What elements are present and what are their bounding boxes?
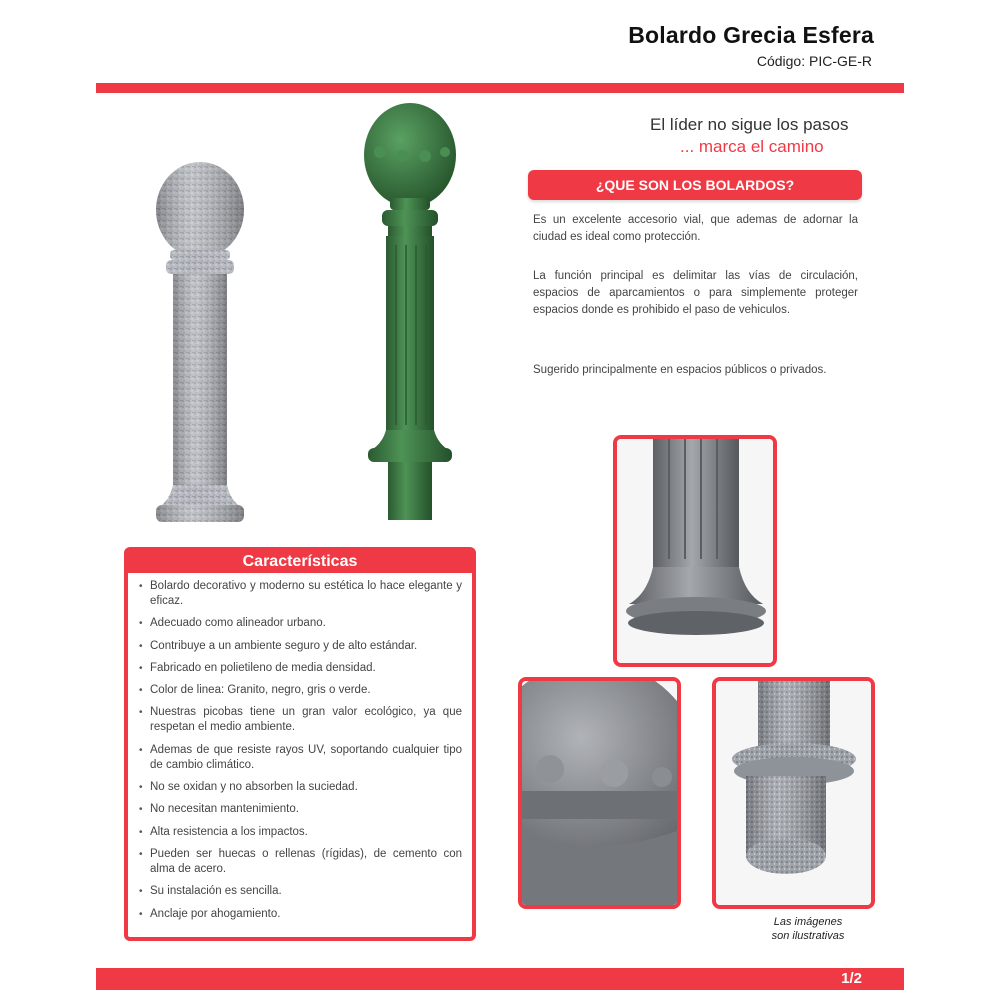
features-heading: Características	[128, 551, 472, 573]
footer-bar	[96, 968, 904, 990]
feature-item: • Bolardo decorativo y moderno su estética lo hace elegante y eficaz.	[136, 579, 462, 609]
note-line-2: son ilustrativas	[771, 930, 845, 942]
features-list	[136, 579, 462, 929]
note-line-1: Las imágenes	[773, 916, 843, 928]
about-paragraph-2: La función principal es delimitar las vías de circulación, espacios de aparcamientos o para simplemente proteger espacios donde es prohibido el paso de vehiculos.	[533, 270, 858, 316]
feature-item: • Adecuado como alineador urbano.	[136, 616, 462, 631]
about-paragraph-1: Es un excelente accesorio vial, que ademas de adornar la ciudad es ideal como protección.	[533, 214, 858, 243]
bollard-sphere-detail-image	[522, 681, 677, 905]
feature-item: • Alta resistencia a los impactos.	[136, 825, 462, 840]
detail-image-base-frame	[613, 435, 777, 667]
page-title: Bolardo Grecia Esfera	[628, 22, 874, 48]
slogan-line-2: ... marca el camino	[680, 137, 824, 156]
feature-item: • Su instalación es sencilla.	[136, 884, 462, 899]
feature-item: • Pueden ser huecas o rellenas (rígidas), de cemento con alma de acero.	[136, 847, 462, 877]
feature-item: • No necesitan mantenimiento.	[136, 802, 462, 817]
about-paragraph-3: Sugerido principalmente en espacios públicos o privados.	[533, 364, 827, 376]
about-heading: ¿QUE SON LOS BOLARDOS?	[528, 170, 862, 200]
features-box	[124, 547, 476, 941]
slogan-line-1: El líder no sigue los pasos	[650, 115, 849, 134]
feature-item: • Color de linea: Granito, negro, gris o verde.	[136, 683, 462, 698]
page-number: 1/2	[841, 970, 862, 987]
feature-item: • Ademas de que resiste rayos UV, soportando cualquier tipo de cambio climático.	[136, 743, 462, 773]
detail-image-granite-frame	[712, 677, 875, 909]
product-code: Código: PIC-GE-R	[756, 53, 872, 69]
illustrative-note	[748, 915, 868, 943]
feature-item: • Anclaje por ahogamiento.	[136, 907, 462, 922]
header-divider	[96, 83, 904, 93]
granite-bollard-image	[156, 162, 244, 522]
feature-item: • Nuestras picobas tiene un gran valor ecológico, ya que respetan el medio ambiente.	[136, 705, 462, 735]
detail-image-sphere-frame	[518, 677, 681, 909]
bollard-granite-detail-image	[716, 681, 871, 905]
feature-item: • Contribuye a un ambiente seguro y de alto estándar.	[136, 639, 462, 654]
bollard-illustrations	[140, 100, 470, 540]
green-bollard-image	[364, 103, 456, 520]
bollard-base-detail-image	[617, 439, 773, 663]
feature-item: • Fabricado en polietileno de media densidad.	[136, 661, 462, 676]
feature-item: • No se oxidan y no absorben la suciedad.	[136, 780, 462, 795]
